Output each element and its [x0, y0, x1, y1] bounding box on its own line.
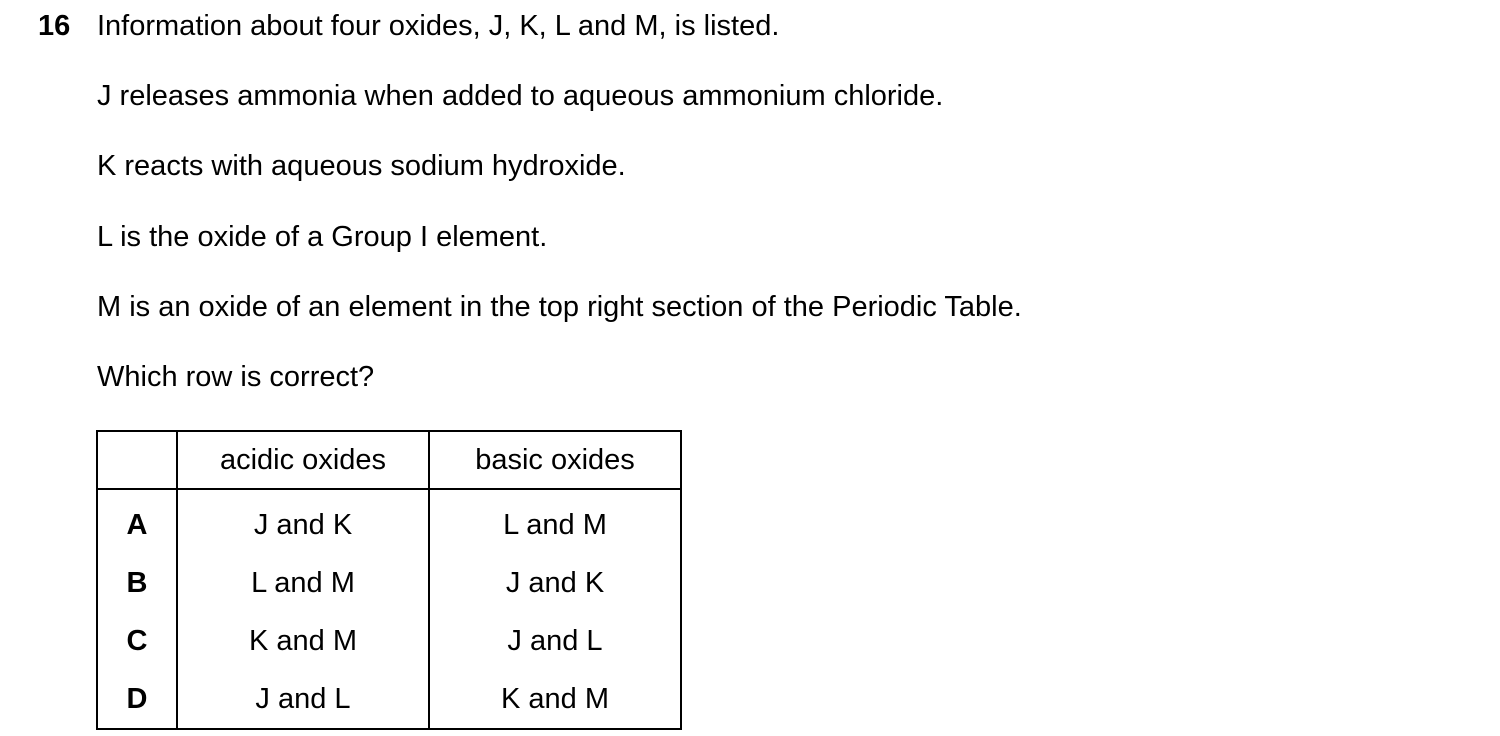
option-letter: C	[97, 612, 177, 670]
table-row	[97, 670, 681, 729]
statement-j: J releases ammonia when added to aqueous ammonium chloride.	[97, 80, 944, 112]
table-row	[97, 489, 681, 554]
option-letter: A	[97, 489, 177, 554]
table-header-row	[97, 431, 681, 489]
acidic-oxides-cell: K and M	[177, 612, 429, 670]
question-intro: Information about four oxides, J, K, L and M, is listed.	[97, 10, 780, 42]
option-letter: B	[97, 554, 177, 612]
acidic-oxides-cell: L and M	[177, 554, 429, 612]
basic-oxides-cell: J and K	[505, 566, 605, 599]
basic-oxides-cell: K and M	[501, 682, 609, 715]
acidic-oxides-cell: J and K	[177, 489, 429, 554]
table-row	[97, 554, 681, 612]
options-table	[96, 430, 682, 730]
basic-oxides-cell: L and M	[503, 508, 607, 541]
acidic-oxides-cell: J and L	[177, 670, 429, 729]
table-row	[97, 612, 681, 670]
header-blank	[97, 431, 177, 489]
header-basic-oxides: basic oxides	[429, 431, 681, 489]
statement-m: M is an oxide of an element in the top right section of the Periodic Table.	[97, 291, 1022, 323]
question-number: 16	[38, 10, 71, 42]
question-prompt: Which row is correct?	[97, 361, 375, 393]
basic-oxides-cell: J and L	[507, 624, 603, 657]
header-acidic-oxides: acidic oxides	[177, 431, 429, 489]
statement-l: L is the oxide of a Group I element.	[97, 221, 548, 253]
statement-k: K reacts with aqueous sodium hydroxide.	[97, 150, 626, 182]
option-letter: D	[97, 670, 177, 729]
